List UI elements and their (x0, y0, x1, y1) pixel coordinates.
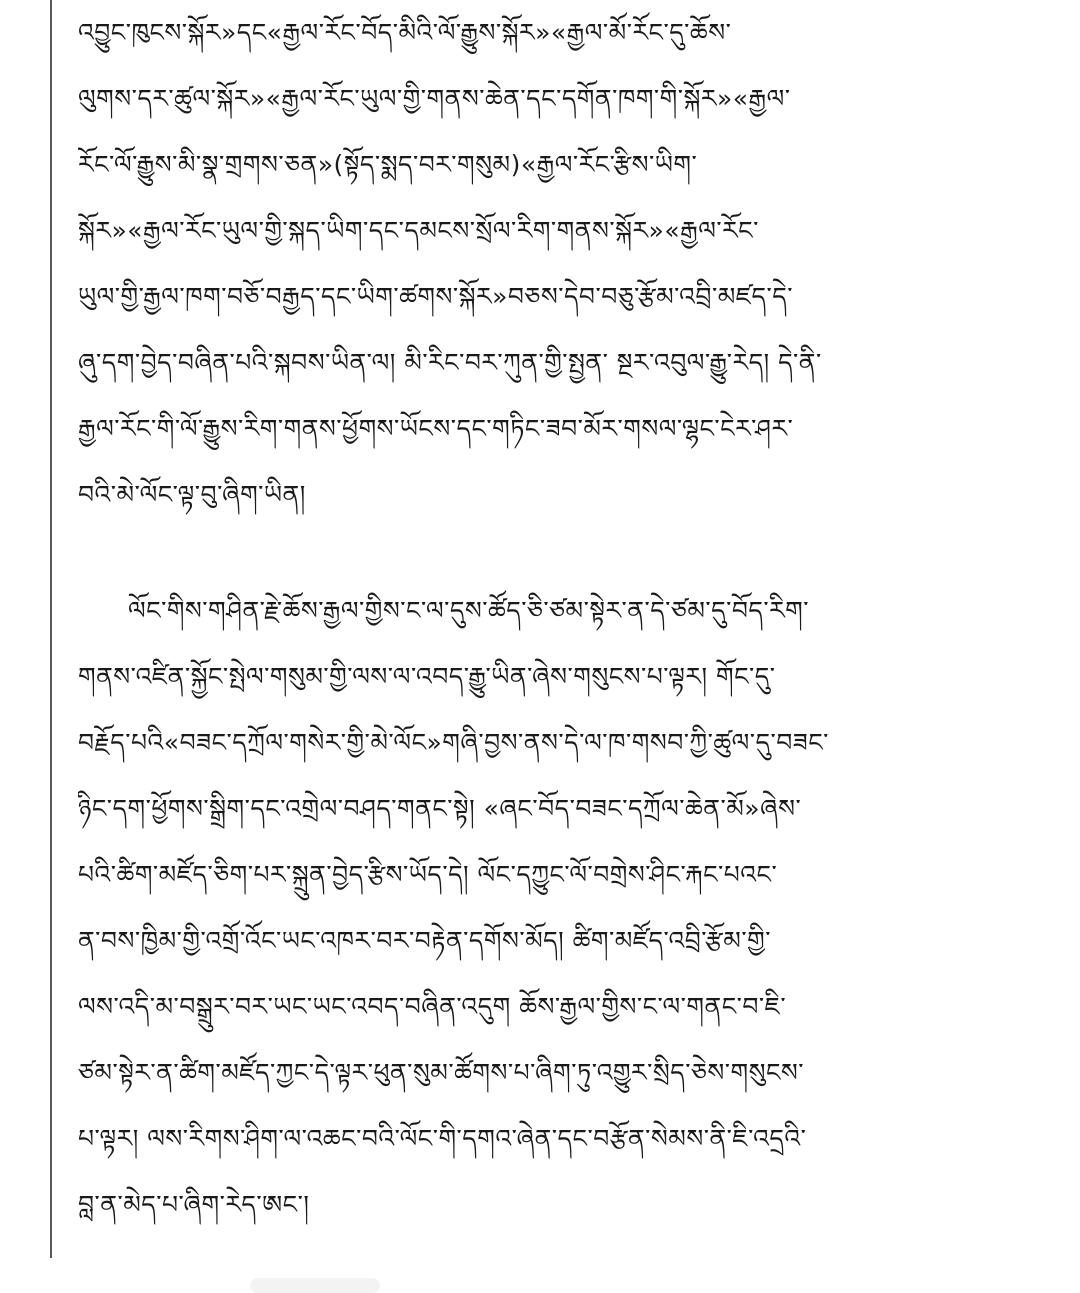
text-line: ཉིང་དག་ཕྱོགས་སྒྲིག་དང་འགྲེལ་བཤད་གནང་སྟེ། «ཞང་བོད་བཟང་དཀྲོལ་ཆེན་མོ»ཞེས་ (78, 794, 802, 823)
text-line: རོང་ལོ་རྒྱུས་མི་སྣ་གྲགས་ཅན»(སྟོད་སྨད་བར་གསུམ)«རྒྱལ་རོང་རྩིས་ཡིག་ (78, 150, 698, 179)
text-line: པའི་ཚིག་མཛོད་ཅིག་པར་སྐྲུན་བྱེད་རྩིས་ཡོད་དེ། ལོང་དཀྱུང་ལོ་བགྲེས་ཤིང་རྐང་པའང་ (78, 860, 778, 889)
text-line: རྒྱལ་རོང་གི་ལོ་རྒྱུས་རིག་གནས་ཕྱོགས་ཡོངས་དང་གཏིང་ཟབ་མོར་གསལ་ལྷང་ངེར་ཤར་ (78, 414, 794, 443)
page-smudge (250, 1278, 380, 1293)
text-line: སྐོར»«རྒྱལ་རོང་ཡུལ་གྱི་སྐད་ཡིག་དང་དམངས་སྲོལ་རིག་གནས་སྐོར»«རྒྱལ་རོང་ (78, 216, 759, 245)
text-line: འབྱུང་ཁུངས་སྐོར»དང«རྒྱལ་རོང་བོད་མིའི་ལོ་རྒྱུས་སྐོར»«རྒྱལ་མོ་རོང་དུ་ཆོས་ (78, 18, 732, 47)
text-line: ལུགས་དར་ཚུལ་སྐོར»«རྒྱལ་རོང་ཡུལ་གྱི་གནས་ཆེན་དང་དགོན་ཁག་གི་སྐོར»«རྒྱལ་ (78, 84, 791, 113)
paragraph-1 (78, 0, 1028, 528)
text-line: ལས་འདི་མ་བསྒྲུར་བར་ཡང་ཡང་འབད་བཞིན་འདུག ཆོས་རྒྱལ་གྱིས་ང་ལ་གནང་བ་ཇི་ (78, 992, 787, 1021)
text-line: ཙམ་སྟེར་ན་ཚིག་མཛོད་ཀྱང་དེ་ལྟར་ཕུན་སུམ་ཚོགས་པ་ཞིག་ཏུ་འགྱུར་སྲིད་ཅེས་གསུངས་ (78, 1058, 805, 1087)
text-line: ཞུ་དག་བྱེད་བཞིན་པའི་སྐབས་ཡིན་ལ། མི་རིང་བར་ཀུན་གྱི་སྤྱན་ སྔར་འབུལ་རྒྱུ་རེད། དེ་ནི་ (78, 348, 822, 377)
text-line: བླ་ན་མེད་པ་ཞིག་རེད་ཨང་། (78, 1190, 310, 1219)
text-line: བའི་མེ་ལོང་ལྟ་བུ་ཞིག་ཡིན། (78, 480, 306, 509)
text-line: བརྗོད་པའི«བཟང་དཀྲོལ་གསེར་གྱི་མེ་ལོང»གཞི་བྱས་ནས་དེ་ལ་ཁ་གསབ་ཀྱི་ཚུལ་དུ་བཟང་ (78, 728, 829, 757)
paragraph-2 (78, 578, 1028, 1238)
left-margin-rule (50, 0, 52, 1258)
text-line: ན་བས་ཁྱིམ་གྱི་འགྲོ་འོང་ཡང་འཁར་བར་བརྟེན་དགོས་མོད། ཚིག་མཛོད་འབྲི་རྩོམ་གྱི་ (78, 926, 771, 955)
text-line: གནས་འཛིན་སྐྱོང་སྤེལ་གསུམ་གྱི་ལས་ལ་འབད་རྒྱུ་ཡིན་ཞེས་གསུངས་པ་ལྟར། གོང་དུ་ (78, 662, 776, 691)
text-line: ཡུལ་གྱི་རྒྱལ་ཁག་བཅོ་བརྒྱད་དང་ཡིག་ཚགས་སྐོར»བཅས་དེབ་བཅུ་རྩོམ་འབྲི་མཛད་དེ་ (78, 282, 793, 311)
text-line: པ་ལྟར། ལས་རིགས་ཤིག་ལ་འཆང་བའི་ལོང་གི་དགའ་ཞེན་དང་བརྩོན་སེམས་ནི་ཇི་འདྲའི་ (78, 1124, 807, 1153)
text-line: ལོང་གིས་གཤིན་རྗེ་ཆོས་རྒྱལ་གྱིས་ང་ལ་དུས་ཚོད་ཅི་ཙམ་སྟེར་ན་དེ་ཙམ་དུ་བོད་རིག་ (128, 596, 810, 625)
